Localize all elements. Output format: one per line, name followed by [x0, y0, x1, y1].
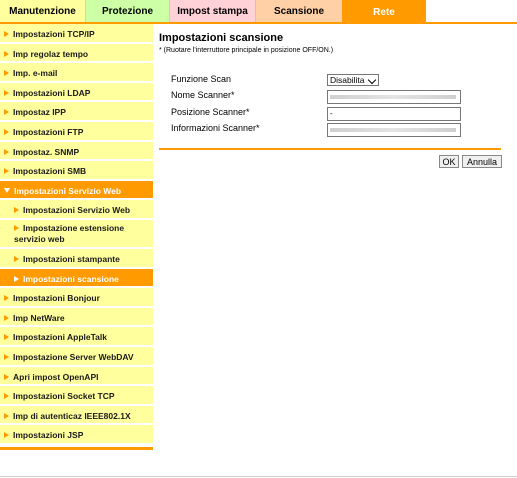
sidebar-subitem-web-service[interactable] — [0, 200, 153, 220]
sidebar-item-snmp[interactable] — [0, 142, 153, 162]
sidebar-item-label: Impostazioni TCP/IP — [13, 29, 95, 39]
sidebar-item-netware[interactable] — [0, 308, 153, 328]
sidebar-subitem-printer[interactable] — [0, 249, 153, 269]
tab-rete[interactable]: Rete — [342, 0, 426, 24]
sidebar-item-webdav[interactable] — [0, 347, 153, 367]
sidebar-item-tcpip[interactable] — [0, 24, 153, 44]
sidebar-item-label: Imp regolaz tempo — [13, 48, 89, 59]
scan-function-value: Disabilita — [330, 75, 365, 85]
sidebar-bottom-rule — [0, 447, 153, 450]
sidebar-item-label: Impostazioni SMB — [13, 166, 87, 177]
arrow-right-icon — [4, 315, 9, 321]
arrow-right-icon — [4, 295, 9, 301]
arrow-right-icon — [14, 276, 19, 282]
sidebar-item-label: Imp NetWare — [13, 312, 65, 323]
tab-manutenzione[interactable]: Manutenzione — [0, 0, 86, 22]
sidebar-item-label: Impostaz. SNMP — [13, 146, 80, 157]
scanner-info-label: Informazioni Scanner* — [171, 123, 260, 133]
sidebar-item-time[interactable] — [0, 44, 153, 64]
arrow-right-icon — [4, 168, 9, 174]
chevron-down-icon — [368, 76, 376, 84]
arrow-right-icon — [14, 225, 19, 231]
scanner-info-input[interactable] — [327, 123, 461, 137]
arrow-right-icon — [4, 90, 9, 96]
sidebar-item-appletalk[interactable] — [0, 327, 153, 347]
arrow-right-icon — [4, 51, 9, 57]
sidebar-item-ipp[interactable] — [0, 102, 153, 122]
sidebar-item-label: Impostaz IPP — [13, 107, 66, 118]
arrow-down-icon — [4, 188, 10, 193]
restart-note: * (Ruotare l'interruttore principale in posizione OFF/ON.) — [159, 47, 334, 54]
top-tab-bar — [0, 0, 517, 24]
sidebar-item-ftp[interactable] — [0, 122, 153, 142]
arrow-right-icon — [4, 334, 9, 340]
sidebar-item-socket-tcp[interactable] — [0, 386, 153, 406]
cancel-button[interactable]: Annulla — [462, 155, 502, 168]
scanner-name-label: Nome Scanner* — [171, 90, 235, 100]
tab-impost-stampa[interactable]: Impost stampa — [170, 0, 256, 22]
page-title: Impostazioni scansione — [159, 32, 284, 44]
sidebar-subitem-web-extension[interactable] — [0, 220, 153, 249]
scan-function-select[interactable] — [327, 74, 379, 86]
sidebar-item-web-service[interactable] — [0, 181, 153, 201]
redacted-text — [330, 128, 456, 132]
sidebar-item-smb[interactable] — [0, 161, 153, 181]
sidebar-item-label: Impostazioni AppleTalk — [13, 332, 107, 343]
sidebar-item-label: Impostazioni LDAP — [13, 87, 91, 98]
scanner-name-input[interactable] — [327, 90, 461, 104]
tab-scansione[interactable]: Scansione — [256, 0, 342, 22]
ok-button[interactable]: OK — [439, 155, 459, 168]
sidebar-item-label: Impostazioni Servizio Web — [14, 185, 122, 196]
sidebar-subitem-scan[interactable] — [0, 269, 153, 289]
sidebar-item-ieee8021x[interactable] — [0, 406, 153, 426]
sidebar-item-label: Impostazioni JSP — [13, 430, 84, 441]
main-content — [159, 24, 499, 54]
sidebar-item-ldap[interactable] — [0, 83, 153, 103]
arrow-right-icon — [4, 393, 9, 399]
arrow-right-icon — [14, 256, 19, 262]
sidebar-item-bonjour[interactable] — [0, 288, 153, 308]
redacted-text — [330, 95, 456, 99]
sidebar-item-label: Apri impost OpenAPI — [13, 371, 99, 382]
sidebar-item-label: Impostazione Server WebDAV — [13, 351, 134, 362]
arrow-right-icon — [4, 70, 9, 76]
tab-protezione[interactable]: Protezione — [86, 0, 170, 22]
sidebar-menu — [0, 24, 153, 445]
scanner-location-value: - — [330, 109, 333, 118]
footer-divider — [0, 476, 517, 477]
sidebar-item-jsp[interactable] — [0, 425, 153, 445]
arrow-right-icon — [4, 413, 9, 419]
sidebar-item-label: Impostazioni stampante — [23, 253, 120, 264]
sidebar-item-label: Impostazioni Servizio Web — [23, 205, 131, 216]
sidebar-item-label: Imp di autenticaz IEEE802.1X — [13, 410, 131, 421]
arrow-right-icon — [4, 432, 9, 438]
arrow-right-icon — [4, 149, 9, 155]
form-divider — [159, 148, 501, 150]
arrow-right-icon — [14, 207, 19, 213]
sidebar-item-label: Impostazioni scansione — [23, 273, 119, 284]
arrow-right-icon — [4, 129, 9, 135]
sidebar-item-label: Impostazione estensione servizio web — [14, 222, 125, 244]
sidebar-item-label: Imp. e-mail — [13, 68, 58, 79]
sidebar-item-label: Impostazioni Socket TCP — [13, 391, 115, 402]
sidebar-item-label: Impostazioni FTP — [13, 126, 84, 137]
scanner-location-input[interactable] — [327, 107, 461, 121]
scan-function-label: Funzione Scan — [171, 74, 232, 84]
sidebar-item-label: Impostazioni Bonjour — [13, 293, 100, 304]
scan-settings-form — [159, 72, 499, 142]
sidebar-item-openapi[interactable] — [0, 367, 153, 387]
scanner-location-label: Posizione Scanner* — [171, 107, 250, 117]
sidebar-item-email[interactable] — [0, 63, 153, 83]
arrow-right-icon — [4, 31, 9, 37]
arrow-right-icon — [4, 109, 9, 115]
arrow-right-icon — [4, 354, 9, 360]
arrow-right-icon — [4, 374, 9, 380]
